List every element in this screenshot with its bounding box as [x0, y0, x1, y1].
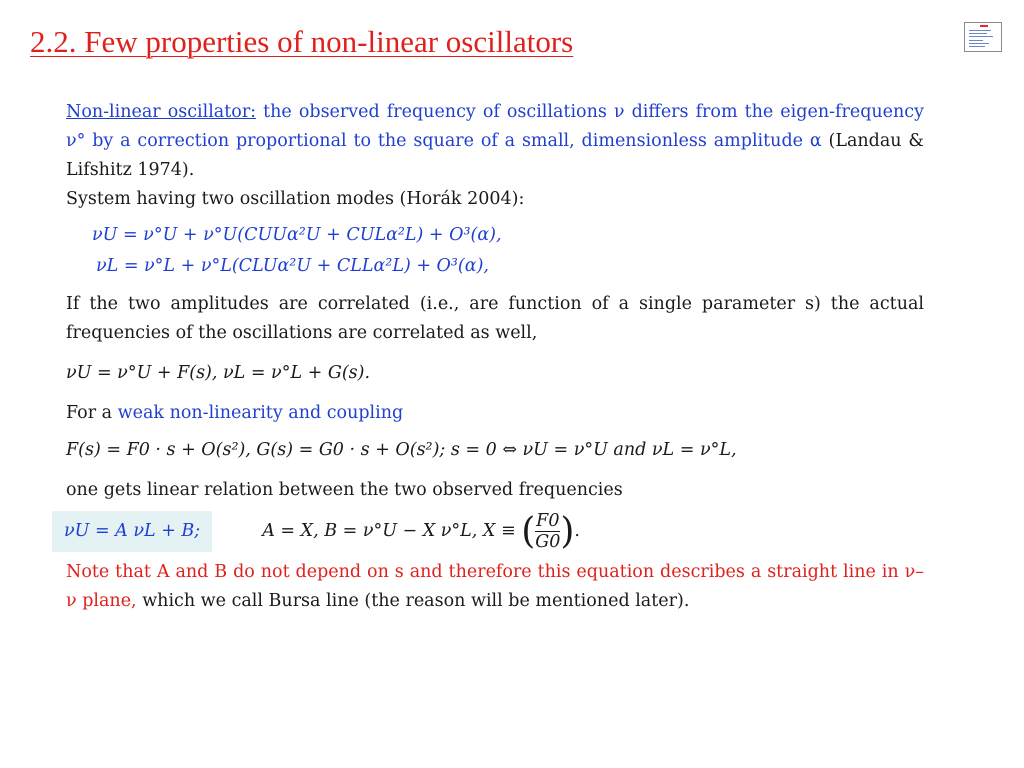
correlated-paragraph: If the two amplitudes are correlated (i.e., are function of a single parameter s) the actual frequencies of the oscillations are correlated as well,	[66, 294, 924, 343]
system-intro: System having two oscillation modes (Horák 2004):	[66, 189, 525, 209]
fraction-numerator: F0	[536, 511, 560, 531]
correlated-equation: νU = ν°U + F(s), νL = ν°L + G(s).	[66, 363, 371, 383]
intro-term: Non-linear oscillator:	[66, 102, 257, 122]
note-paragraph	[66, 558, 924, 616]
bursa-tail: .	[574, 521, 580, 541]
intro-definition: the observed frequency of oscillations ν differs from the eigen-frequency ν° by a correction proportional to the square of a small, dimensionless amplitude α	[66, 102, 924, 151]
bursa-relation: A = X, B = ν°U − X ν°L, X ≡	[262, 521, 516, 541]
bursa-equation-row	[66, 511, 924, 552]
equation-nu-u: νU = ν°U + ν°U(CUUα²U + CULα²L) + O³(α),	[92, 225, 502, 245]
left-paren: (	[521, 511, 536, 552]
intro-reference: (Landau & Lifshitz 1974).	[66, 131, 924, 180]
weak-highlight: weak non-linearity and coupling	[117, 403, 404, 423]
equation-nu-l: νL = ν°L + ν°L(CLUα²U + CLLα²L) + O³(α),	[96, 256, 489, 276]
slide-title: 2.2. Few properties of non-linear oscillators	[30, 24, 574, 59]
right-paren: )	[560, 511, 575, 552]
intro-paragraph	[66, 98, 924, 185]
note-red-text: Note that A and B do not depend on s and therefore this equation describes a straight line in ν–ν plane,	[66, 562, 924, 611]
weak-prefix: For a	[66, 403, 118, 423]
weak-coupling-equation: F(s) = F0 · s + O(s²), G(s) = G0 · s + O(s²); s = 0 ⇔ νU = ν°U and νL = ν°L,	[66, 440, 737, 460]
note-black-text: which we call Bursa line (the reason will be mentioned later).	[136, 591, 690, 611]
system-equations	[92, 220, 924, 282]
fraction	[535, 511, 560, 552]
fraction-denominator: G0	[535, 532, 561, 552]
slide-thumbnail-icon[interactable]	[964, 22, 1002, 52]
bursa-equation-box: νU = A νL + B;	[52, 511, 212, 552]
weak-coupling-line	[66, 399, 924, 428]
linear-relation-text: one gets linear relation between the two observed frequencies	[66, 480, 623, 500]
slide-body	[66, 98, 924, 616]
